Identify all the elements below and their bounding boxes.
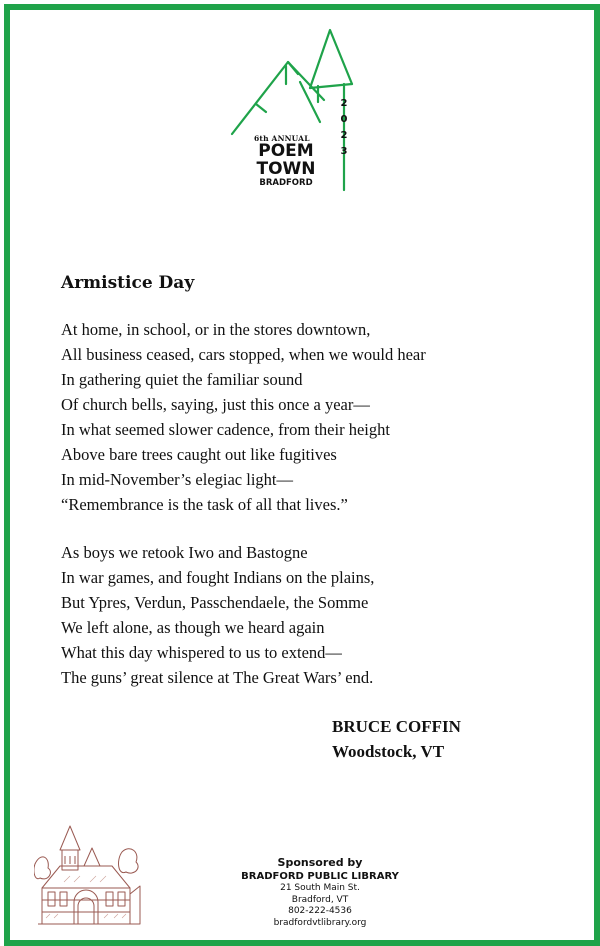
logo-annual-label: 6th ANNUAL — [254, 134, 310, 143]
sponsor-website: bradfordvtlibrary.org — [273, 917, 367, 928]
poem-stanza-1 — [61, 317, 426, 517]
poem-line: What this day whispered to us to extend— — [61, 643, 342, 662]
sponsor-phone: 802-222-4536 — [288, 906, 352, 916]
logo-year-digit: 3 — [340, 146, 348, 157]
poem-line: Above bare trees caught out like fugitives — [61, 445, 337, 464]
logo-year-digit: 2 — [340, 98, 348, 109]
poem-line: In what seemed slower cadence, from their height — [61, 420, 390, 439]
poem-line: But Ypres, Verdun, Passchendaele, the Somme — [61, 593, 369, 612]
poem-town-logo — [226, 22, 366, 192]
poem-line: Of church bells, saying, just this once a year— — [61, 395, 370, 414]
author-block — [332, 714, 461, 764]
poem-line: As boys we retook Iwo and Bastogne — [61, 543, 308, 562]
logo-year-digit: 0 — [340, 114, 348, 125]
sponsor-city: Bradford, VT — [291, 894, 349, 905]
poem-line: “Remembrance is the task of all that lives.” — [61, 495, 348, 514]
poem-line: All business ceased, cars stopped, when we would hear — [61, 345, 426, 364]
sponsor-address: 21 South Main St. — [280, 883, 360, 893]
poem-title: Armistice Day — [61, 273, 195, 293]
sponsor-library-name: BRADFORD PUBLIC LIBRARY — [241, 871, 399, 882]
author-name: BRUCE COFFIN — [332, 717, 461, 736]
poem-line: In war games, and fought Indians on the plains, — [61, 568, 375, 587]
logo-bradford-word: BRADFORD — [259, 178, 313, 188]
logo-town-word: TOWN — [256, 159, 316, 179]
library-building-sketch-icon — [34, 822, 144, 930]
logo-poem-word: POEM — [258, 141, 314, 161]
poem-line: The guns’ great silence at The Great Wars’ end. — [61, 668, 374, 687]
logo-year-digit: 2 — [340, 130, 348, 141]
poem-line: In gathering quiet the familiar sound — [61, 370, 303, 389]
poem-line: We left alone, as though we heard again — [61, 618, 325, 637]
sponsor-block — [220, 856, 420, 929]
sponsor-heading: Sponsored by — [277, 856, 363, 869]
poem-line: At home, in school, or in the stores downtown, — [61, 320, 371, 339]
author-location: Woodstock, VT — [332, 742, 445, 761]
poem-stanza-2 — [61, 540, 374, 690]
logo-year — [339, 96, 349, 160]
poem-line: In mid-November’s elegiac light— — [61, 470, 294, 489]
